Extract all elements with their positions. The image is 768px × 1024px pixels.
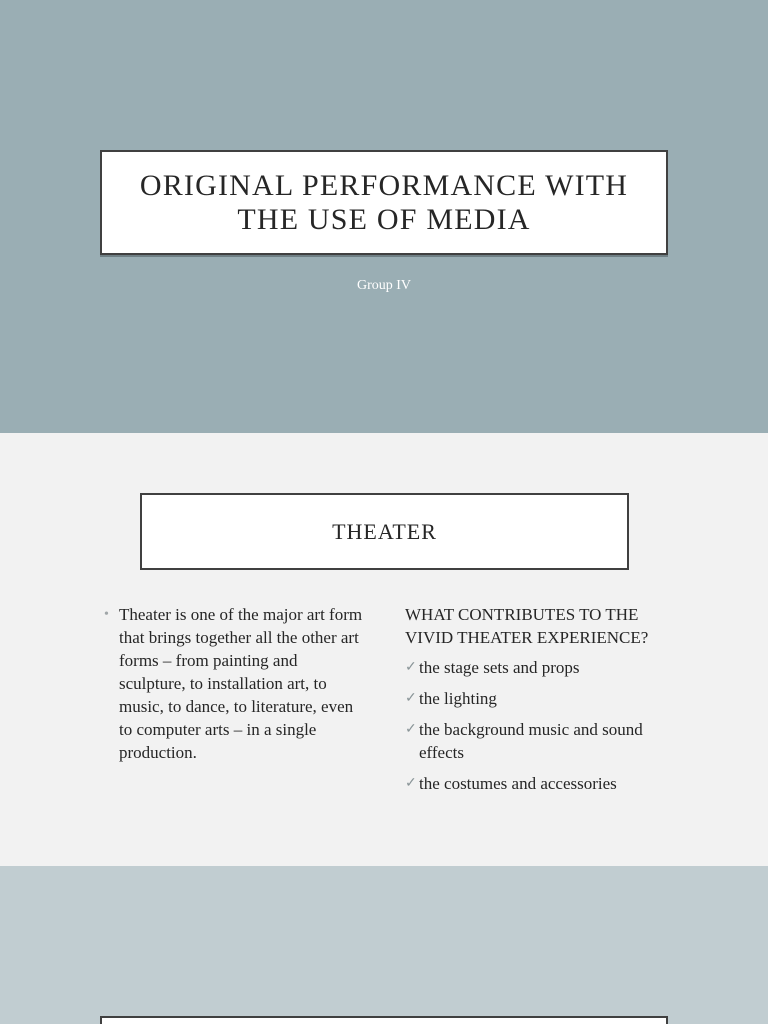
check-item-text: the background music and sound effects bbox=[419, 720, 643, 762]
check-list-item bbox=[405, 718, 665, 764]
section-title: THEATER bbox=[332, 518, 437, 544]
check-list-item bbox=[405, 656, 665, 679]
left-column bbox=[104, 603, 364, 764]
question-heading: WHAT CONTRIBUTES TO THE VIVID THEATER EXPERIENCE? bbox=[405, 605, 649, 647]
slide-theater bbox=[0, 433, 768, 866]
checkmark-icon: ✓ bbox=[405, 691, 417, 706]
check-item-text: the costumes and accessories bbox=[419, 774, 617, 793]
checkmark-icon: ✓ bbox=[405, 660, 417, 675]
next-slide-title-box bbox=[100, 1016, 668, 1024]
checkmark-icon: ✓ bbox=[405, 776, 417, 791]
right-column bbox=[405, 603, 665, 803]
check-list-item bbox=[405, 687, 665, 710]
presentation-title: ORIGINAL PERFORMANCE WITH THE USE OF MEDIA bbox=[139, 168, 629, 236]
slide-title bbox=[0, 0, 768, 433]
bullet-dot-icon: • bbox=[104, 607, 109, 622]
presentation-subtitle: Group IV bbox=[356, 278, 412, 293]
check-list-item bbox=[405, 772, 665, 795]
checkmark-icon: ✓ bbox=[405, 722, 417, 737]
section-title-box bbox=[140, 493, 629, 570]
check-item-text: the stage sets and props bbox=[419, 658, 580, 677]
slide-next-partial bbox=[0, 866, 768, 1024]
check-item-text: the lighting bbox=[419, 689, 497, 708]
title-box bbox=[100, 150, 668, 255]
bullet-text: Theater is one of the major art form that brings together all the other art forms – from painting and sculpture, to installation art, to music, to dance, to literature, even to computer arts – in a single production. bbox=[119, 605, 363, 762]
bullet-item bbox=[104, 603, 364, 764]
